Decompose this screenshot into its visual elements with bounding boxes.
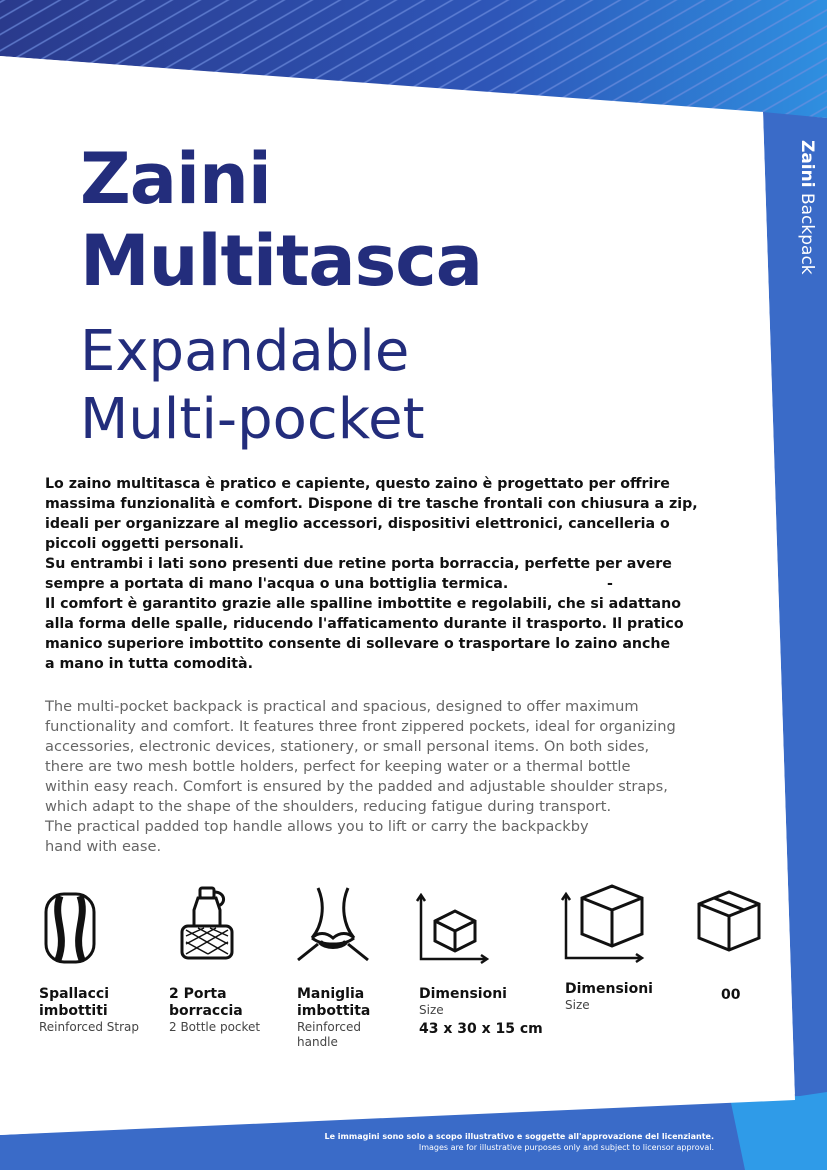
feature-title: borraccia — [169, 1003, 243, 1019]
feature-subtitle: Reinforced Strap — [39, 1020, 139, 1034]
desc-it-line: sempre a portata di mano l'acqua o una bottiglia termica. - — [45, 576, 613, 592]
desc-en-line: accessories, electronic devices, stationery, or small personal items. On both sides, — [45, 738, 650, 755]
desc-en-line: which adapt to the shape of the shoulders, reducing fatigue during transport. — [45, 798, 612, 815]
title-line-4: Multi-pocket — [80, 387, 425, 452]
desc-en-line: hand with ease. — [45, 838, 162, 855]
feature-subtitle: 2 Bottle pocket — [169, 1020, 261, 1034]
feature-value: 43 x 30 x 15 cm — [419, 1021, 543, 1037]
desc-en-line: there are two mesh bottle holders, perfect for keeping water or a thermal bottle — [45, 758, 631, 775]
feature-title: imbottita — [297, 1003, 371, 1019]
desc-it-line: Su entrambi i lati sono presenti due retine porta borraccia, perfette per avere — [45, 556, 672, 572]
bottle-pocket-icon — [176, 886, 238, 966]
feature-handle — [297, 986, 370, 1050]
feature-subtitle: Size — [419, 1003, 444, 1017]
feature-title: Maniglia — [297, 986, 365, 1002]
desc-it-line: manico superiore imbottito consente di sollevare o trasportare lo zaino anche — [45, 636, 671, 652]
footer-line-it: Le immagini sono solo a scopo illustrativo e soggette all'approvazione del licenziante. — [324, 1132, 714, 1141]
sidebar-word: Backpack — [797, 192, 817, 275]
title-line-2: Multitasca — [80, 220, 483, 302]
footer-disclaimer — [325, 1131, 715, 1153]
desc-it-line: piccoli oggetti personali. — [45, 536, 245, 552]
feature-title: Dimensioni — [419, 986, 507, 1002]
desc-it-line: alla forma delle spalle, riducendo l'affaticamento durante il trasporto. Il pratico — [45, 616, 684, 632]
feature-value: 00 — [721, 987, 741, 1003]
feature-subtitle: Reinforced — [297, 1020, 361, 1034]
desc-it-line: massima funzionalità e comfort. Dispone di tre tasche frontali con chiusura a zip, — [45, 496, 698, 512]
desc-en-line: The practical padded top handle allows you to lift or carry the backpackby — [45, 818, 589, 835]
description-italian — [45, 474, 745, 674]
sidebar-brand: Zaini — [797, 140, 817, 188]
padded-handle-icon — [296, 886, 370, 964]
feature-title: 2 Porta — [169, 986, 227, 1002]
backpack-straps-icon — [42, 888, 98, 966]
title-line-1: Zaini — [80, 138, 271, 220]
feature-subtitle: Size — [565, 998, 590, 1012]
desc-en-line: functionality and comfort. It features three front zippered pockets, ideal for organizing — [45, 718, 676, 735]
desc-it-line: Il comfort è garantito grazie alle spalline imbottite e regolabili, che si adattano — [45, 596, 681, 612]
subtitle — [80, 318, 425, 454]
sidebar-label — [795, 140, 819, 305]
feature-subtitle: handle — [297, 1035, 338, 1049]
desc-en-line: The multi-pocket backpack is practical and spacious, designed to offer maximum — [45, 698, 639, 715]
main-title — [80, 138, 482, 302]
feature-bottle — [169, 986, 260, 1035]
feature-title: Spallacci — [39, 986, 109, 1002]
package-box-icon — [695, 888, 763, 954]
feature-straps — [39, 986, 139, 1035]
feature-size — [419, 986, 543, 1038]
feature-size-2 — [565, 981, 653, 1013]
desc-it-line: a mano in tutta comodità. — [45, 656, 253, 672]
desc-it-line: Lo zaino multitasca è pratico e capiente, questo zaino è progettato per offrire — [45, 476, 670, 492]
size-small-box-icon — [415, 893, 489, 965]
description-english — [45, 697, 775, 857]
desc-en-line: within easy reach. Comfort is ensured by the padded and adjustable shoulder straps, — [45, 778, 668, 795]
feature-package — [721, 986, 740, 1004]
desc-it-line: ideali per organizzare al meglio accessori, dispositivi elettronici, cancelleria o — [45, 516, 670, 532]
footer-line-en: Images are for illustrative purposes only and subject to licensor approval. — [418, 1143, 714, 1152]
feature-title: imbottiti — [39, 1003, 108, 1019]
title-line-3: Expandable — [80, 319, 410, 384]
feature-title: Dimensioni — [565, 981, 653, 997]
size-large-box-icon — [560, 882, 646, 964]
